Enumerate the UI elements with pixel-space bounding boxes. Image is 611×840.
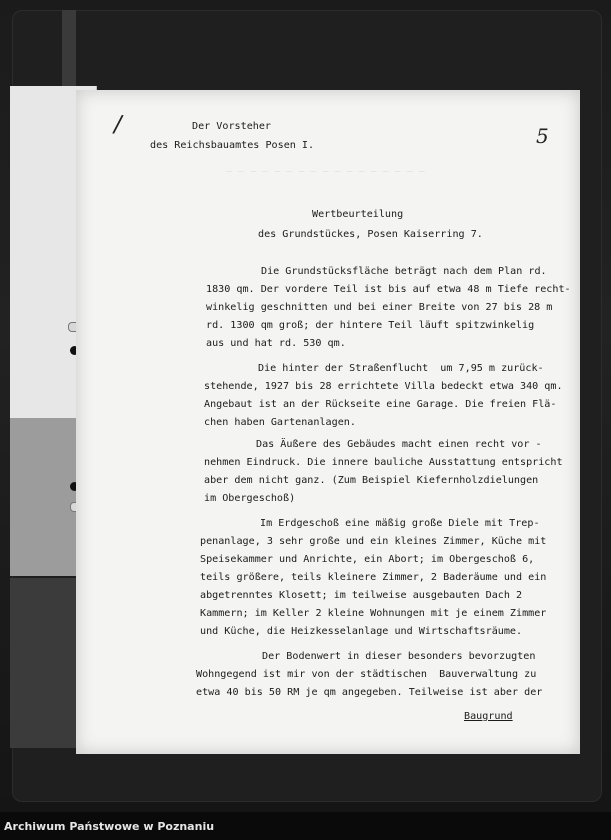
text-line: Der Bodenwert in dieser besonders bevorzugten bbox=[262, 651, 536, 662]
document-title: Wertbeurteilung bbox=[312, 209, 404, 220]
text-line: nehmen Eindruck. Die innere bauliche Ausstattung entspricht bbox=[204, 457, 563, 468]
page-number: 5 bbox=[536, 124, 549, 148]
text-line: aus und hat rd. 530 qm. bbox=[206, 338, 346, 349]
text-line: winkelig geschnitten und bei einer Breite von 27 bis 28 m bbox=[206, 302, 553, 313]
pencil-mark: / bbox=[111, 109, 125, 139]
text-line: Wohngegend ist mir von der städtischen Bauverwaltung zu bbox=[196, 669, 537, 680]
film-edge bbox=[62, 10, 76, 90]
text-line: im Obergeschoß) bbox=[204, 493, 296, 504]
text-line: etwa 40 bis 50 RM je qm angegeben. Teilweise ist aber der bbox=[196, 687, 543, 698]
text-line: 1830 qm. Der vordere Teil ist bis auf etwa 48 m Tiefe recht- bbox=[206, 284, 571, 295]
text-line: stehende, 1927 bis 28 errichtete Villa bedeckt etwa 340 qm. bbox=[204, 381, 563, 392]
bleed-through-text: — — — — — — — — — — — — — — — — — bbox=[226, 166, 425, 177]
archive-name: Archiwum Państwowe w Poznaniu bbox=[4, 820, 215, 833]
binder-flap-dark bbox=[10, 578, 80, 748]
catchword: Baugrund bbox=[464, 711, 513, 722]
sender-line: Der Vorsteher bbox=[192, 121, 272, 132]
document-subtitle: des Grundstückes, Posen Kaiserring 7. bbox=[258, 229, 483, 240]
archive-footer bbox=[0, 812, 611, 840]
text-line: Die Grundstücksfläche beträgt nach dem Plan rd. bbox=[261, 266, 547, 277]
text-line: teils größere, teils kleinere Zimmer, 2 Baderäume und ein bbox=[200, 572, 547, 583]
text-line: Kammern; im Keller 2 kleine Wohnungen mit je einem Zimmer bbox=[200, 608, 547, 619]
text-line: chen haben Gartenanlagen. bbox=[204, 417, 356, 428]
text-line: Das Äußere des Gebäudes macht einen recht vor - bbox=[256, 439, 542, 450]
text-line: Angebaut ist an der Rückseite eine Garage. Die freien Flä- bbox=[204, 399, 557, 410]
text-line: abgetrenntes Klosett; im teilweise ausgebauten Dach 2 bbox=[200, 590, 523, 601]
text-line: Im Erdgeschoß eine mäßig große Diele mit Trep- bbox=[260, 518, 540, 529]
text-line: Speisekammer und Anrichte, ein Abort; im Obergeschoß 6, bbox=[200, 554, 535, 565]
text-line: rd. 1300 qm groß; der hintere Teil läuft spitzwinkelig bbox=[206, 320, 535, 331]
text-line: aber dem nicht ganz. (Zum Beispiel Kiefernholzdielungen bbox=[204, 475, 539, 486]
text-line: penanlage, 3 sehr große und ein kleines Zimmer, Küche mit bbox=[200, 536, 547, 547]
text-line: und Küche, die Heizkesselanlage und Wirtschaftsräume. bbox=[200, 626, 523, 637]
text-line: Die hinter der Straßenflucht um 7,95 m zurück- bbox=[258, 363, 544, 374]
document-page bbox=[76, 90, 580, 754]
sender-line: des Reichsbauamtes Posen I. bbox=[150, 140, 315, 151]
